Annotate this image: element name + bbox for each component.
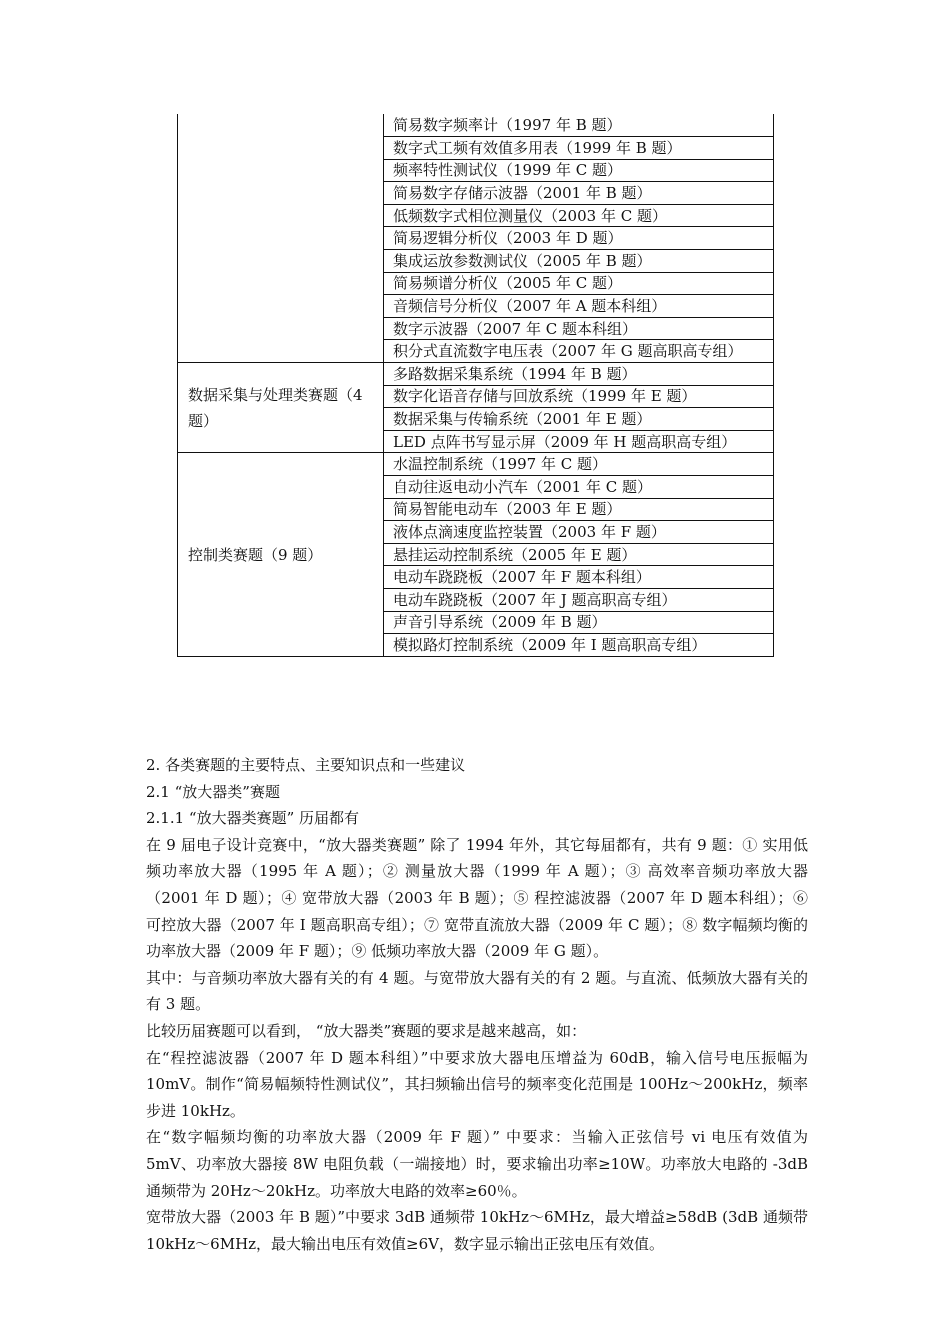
category-cell: 控制类赛题（9 题） bbox=[178, 453, 384, 656]
paragraph-filter-example: 在“程控滤波器（2007 年 D 题本科组）”中要求放大器电压增益为 60dB，输入信号电压振幅为 10mV。制作“简易幅频特性测试仪”，其扫频输出信号的频率变化范围是 100Hz～200kHz，频率步进 10kHz。 bbox=[146, 1048, 808, 1120]
contest-item-cell: LED 点阵书写显示屏（2009 年 H 题高职高专组） bbox=[384, 430, 774, 453]
contest-item-cell: 数字化语音存储与回放系统（1999 年 E 题） bbox=[384, 385, 774, 408]
contest-item-cell: 数据采集与传输系统（2001 年 E 题） bbox=[384, 408, 774, 431]
contest-item-cell: 集成运放参数测试仪（2005 年 B 题） bbox=[384, 250, 774, 273]
table-row bbox=[178, 114, 774, 137]
paragraph-summary: 其中：与音频功率放大器有关的有 4 题。与宽带放大器有关的有 2 题。与直流、低频放大器有关的有 3 题。 bbox=[146, 968, 808, 1014]
body-text bbox=[146, 752, 808, 1257]
contest-item-cell: 声音引导系统（2009 年 B 题） bbox=[384, 611, 774, 634]
contest-item-cell: 电动车跷跷板（2007 年 F 题本科组） bbox=[384, 566, 774, 589]
contest-item-cell: 数字式工频有效值多用表（1999 年 B 题） bbox=[384, 137, 774, 160]
category-cell bbox=[178, 114, 384, 363]
contest-item-cell: 简易智能电动车（2003 年 E 题） bbox=[384, 498, 774, 521]
section-heading-2: 2. 各类赛题的主要特点、主要知识点和一些建议 bbox=[146, 756, 466, 774]
contest-item-cell: 模拟路灯控制系统（2009 年 I 题高职高专组） bbox=[384, 634, 774, 657]
section-heading-2-1-1: 2.1.1 “放大器类赛题” 历届都有 bbox=[146, 809, 360, 828]
category-cell: 数据采集与处理类赛题（4 题） bbox=[178, 363, 384, 453]
contest-item-cell: 音频信号分析仪（2007 年 A 题本科组） bbox=[384, 295, 774, 318]
section-heading-2-1: 2.1 “放大器类”赛题 bbox=[146, 782, 280, 801]
contest-item-cell: 简易频谱分析仪（2005 年 C 题） bbox=[384, 272, 774, 295]
table-row bbox=[178, 453, 774, 476]
paragraph-power-amp-example: 在“数字幅频均衡的功率放大器（2009 年 F 题）” 中要求：当输入正弦信号 vi 电压有效值为 5mV、功率放大器接 8W 电阻负载（一端接地）时，要求输出功率≥10W。功率放大电路的 -3dB 通频带为 20Hz～20kHz。功率放大电路的效率≥60％。 bbox=[146, 1128, 808, 1200]
contest-category-table bbox=[177, 114, 774, 657]
contest-item-cell: 液体点滴速度监控装置（2003 年 F 题） bbox=[384, 521, 774, 544]
contest-item-cell: 积分式直流数字电压表（2007 年 G 题高职高专组） bbox=[384, 340, 774, 363]
paragraph-amplifier-list: 在 9 届电子设计竞赛中，“放大器类赛题” 除了 1994 年外，其它每届都有，共有 9 题：① 实用低频功率放大器（1995 年 A 题）；② 测量放大器（1999 年 A 题）；③ 高效率音频功率放大器（2001 年 D 题）；④ 宽带放大器（2003 年 B 题）；⑤ 程控滤波器（2007 年 D 题本科组）；⑥ 可控放大器（2007 年 I 题高职高专组）；⑦ 宽带直流放大器（2009 年 C 题）；⑧ 数字幅频均衡的功率放大器（2009 年 F 题）；⑨ 低频功率放大器（2009 年 G 题）。 bbox=[146, 835, 808, 961]
contest-item-cell: 低频数字式相位测量仪（2003 年 C 题） bbox=[384, 204, 774, 227]
contest-item-cell: 水温控制系统（1997 年 C 题） bbox=[384, 453, 774, 476]
contest-item-cell: 简易数字存储示波器（2001 年 B 题） bbox=[384, 182, 774, 205]
contest-item-cell: 悬挂运动控制系统（2005 年 E 题） bbox=[384, 543, 774, 566]
paragraph-comparison: 比较历届赛题可以看到， “放大器类”赛题的要求是越来越高，如： bbox=[146, 1021, 587, 1040]
contest-item-cell: 自动往返电动小汽车（2001 年 C 题） bbox=[384, 476, 774, 499]
paragraph-wideband-example: 宽带放大器（2003 年 B 题）”中要求 3dB 通频带 10kHz～6MHz，最大增益≥58dB (3dB 通频带 10kHz～6MHz，最大输出电压有效值≥6V，数字显示输出正弦电压有效值。 bbox=[146, 1208, 808, 1253]
contest-item-cell: 数字示波器（2007 年 C 题本科组） bbox=[384, 317, 774, 340]
contest-item-cell: 电动车跷跷板（2007 年 J 题高职高专组） bbox=[384, 588, 774, 611]
contest-item-cell: 频率特性测试仪（1999 年 C 题） bbox=[384, 159, 774, 182]
contest-item-cell: 简易逻辑分析仪（2003 年 D 题） bbox=[384, 227, 774, 250]
contest-item-cell: 多路数据采集系统（1994 年 B 题） bbox=[384, 363, 774, 386]
table-row bbox=[178, 363, 774, 386]
contest-item-cell: 简易数字频率计（1997 年 B 题） bbox=[384, 114, 774, 137]
